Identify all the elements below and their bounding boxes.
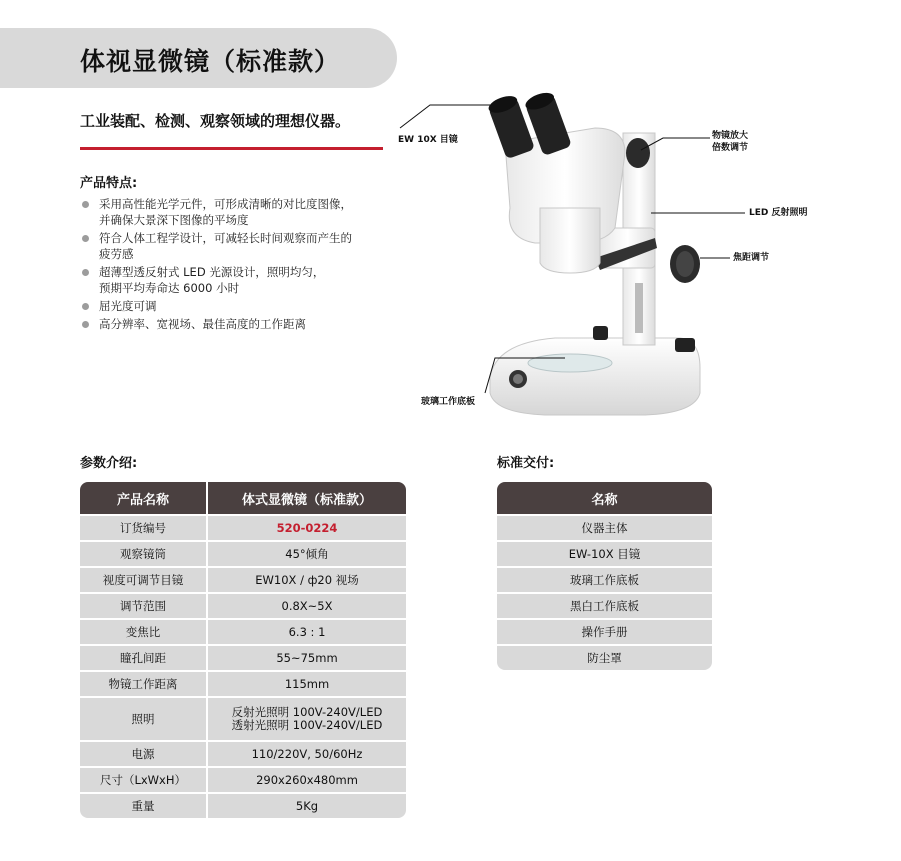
table-header-row [80,482,406,514]
table-row: 黑白工作底板 [497,594,712,618]
table-header-row [497,482,712,514]
feature-item: 符合人体工程学设计，可减轻长时间观察而产生的 疲劳感 [80,230,395,262]
table-row: 视度可调节目镜 EW10X / ф20 视场 [80,568,406,592]
table-row: 尺寸（LxWxH） 290x260x480mm [80,768,406,792]
table-row: 防尘罩 [497,646,712,670]
params-heading: 参数介绍: [80,456,138,471]
bullet-icon [82,303,89,310]
feature-item: 高分辨率、宽视场、最佳高度的工作距离 [80,316,395,332]
page-subtitle: 工业装配、检测、观察领域的理想仪器。 [80,112,351,130]
table-row: 订货编号 520-0224 [80,516,406,540]
table-row: 照明 反射光照明 100V-240V/LED 透射光照明 100V-240V/LED [80,698,406,740]
features-list [80,196,395,334]
delivery-heading: 标准交付: [497,456,555,471]
table-row: 瞳孔间距 55~75mm [80,646,406,670]
features-heading: 产品特点: [80,176,138,191]
bullet-icon [82,201,89,208]
feature-item: 采用高性能光学元件，可形成清晰的对比度图像， 并确保大景深下图像的平场度 [80,196,395,228]
table-row: 玻璃工作底板 [497,568,712,592]
callout-led: LED 反射照明 [749,208,808,218]
table-row: EW-10X 目镜 [497,542,712,566]
table-header-cell: 体式显微镜（标准款） [208,482,406,514]
table-row: 仪器主体 [497,516,712,540]
table-header-cell: 产品名称 [80,482,208,514]
red-divider [80,147,383,150]
bullet-icon [82,235,89,242]
table-header-cell: 名称 [497,482,712,514]
order-number: 520-0224 [208,516,406,540]
page-title: 体视显微镜（标准款） [80,47,341,76]
bullet-icon [82,269,89,276]
callout-focus: 焦距调节 [733,253,770,263]
params-table [80,480,406,820]
callout-zoom: 物镜放大 倍数调节 [712,131,749,153]
feature-item: 屈光度可调 [80,298,395,314]
table-row: 重量 5Kg [80,794,406,818]
callout-eyepiece: EW 10X 目镜 [398,135,458,145]
table-row: 操作手册 [497,620,712,644]
delivery-table [497,480,712,672]
feature-item: 超薄型透反射式 LED 光源设计，照明均匀， 预期平均寿命达 6000 小时 [80,264,395,296]
table-row: 物镜工作距离 115mm [80,672,406,696]
callout-glass-plate: 玻璃工作底板 [421,397,476,407]
table-row: 变焦比 6.3 : 1 [80,620,406,644]
table-row: 调节范围 0.8X~5X [80,594,406,618]
table-row: 观察镜筒 45°倾角 [80,542,406,566]
table-row: 电源 110/220V, 50/60Hz [80,742,406,766]
bullet-icon [82,321,89,328]
